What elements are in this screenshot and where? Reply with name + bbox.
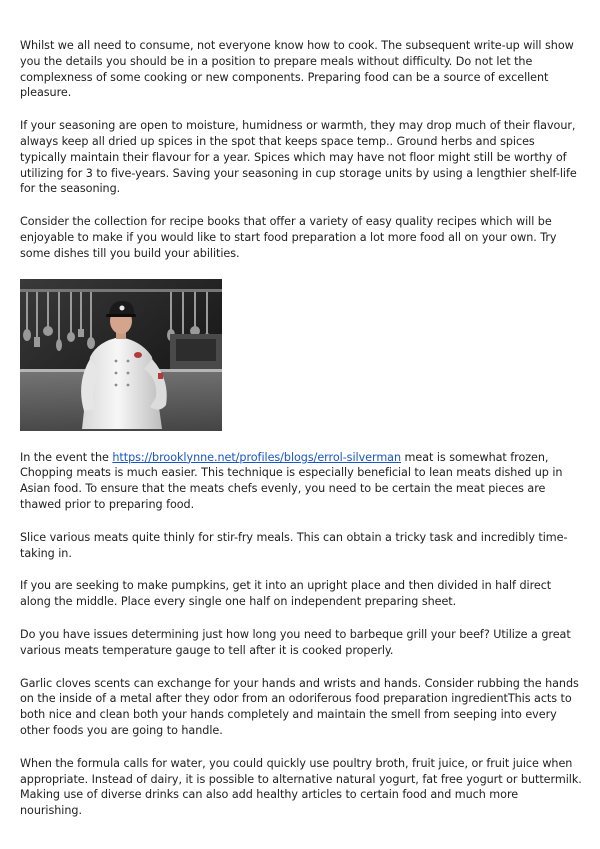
paragraph-intro: Whilst we all need to consume, not everyone know how to cook. The subsequent write-up will show you the details you should be in a position to prepare meals without difficulty. Do not let the complexness of some cooking or new components. Preparing food can be a source of excellent pleasure. bbox=[20, 39, 574, 100]
paragraph-stir-fry: Slice various meats quite thinly for stir-fry meals. This can obtain a tricky task and incredibly time-taking in. bbox=[20, 530, 568, 560]
paragraph-seasoning: If your seasoning are open to moisture, humidness or warmth, they may drop much of their flavour, always keep all dried up spices in the spot that keeps space temp.. Ground herbs and spices typically maintain their flavour for a year. Spices which may have not floor might still be worthy of utilizing for 3 to five-years. Saving your seasoning in cup storage units by using a lengthier shelf-life for the seasoning. bbox=[20, 119, 577, 196]
profile-link[interactable]: https://brooklynne.net/profiles/blogs/errol-silverman bbox=[112, 450, 402, 464]
article-body bbox=[20, 38, 582, 836]
paragraph-recipe-books: Consider the collection for recipe books that offer a variety of easy quality recipes which will be enjoyable to make if you would like to start food preparation a lot more food all on your own. Try some dishes till you build your abilities. bbox=[20, 215, 557, 260]
paragraph-frozen-meat-lead: In the event the bbox=[20, 450, 113, 464]
chef-in-kitchen-photo bbox=[20, 279, 222, 431]
paragraph-water-substitutes: When the formula calls for water, you could quickly use poultry broth, fruit juice, or fruit juice when appropriate. Instead of dairy, it is possible to alternative natural yogurt, fat free yogurt or buttermilk. Making use of diverse drinks can also add healthy articles to certain food and much more nourishing. bbox=[20, 756, 582, 818]
paragraph-pumpkins: If you are seeking to make pumpkins, get it into an upright place and then divided in half direct along the middle. Place every single one half on independent preparing sheet. bbox=[20, 579, 552, 609]
paragraph-frozen-meat-rest: meat is somewhat frozen, Chopping meats is much easier. This technique is especially beneficial to lean meats dished up in Asian food. To ensure that the meats chefs evenly, you need to be certain the meat pieces are thawed prior to preparing food. bbox=[20, 450, 563, 511]
paragraph-grill-beef: Do you have issues determining just how long you need to barbeque grill your beef? Utilize a great various meats temperature gauge to tell after it is cooked properly. bbox=[20, 627, 571, 657]
paragraph-garlic: Garlic cloves scents can exchange for your hands and wrists and hands. Consider rubbing the hands on the inside of a metal after they odor from an odoriferous food preparation ingredientThis acts to both nice and clean both your hands completely and maintain the smell from seeping into every other foods you are going to handle. bbox=[20, 676, 579, 737]
paragraph-frozen-meat bbox=[20, 450, 582, 513]
